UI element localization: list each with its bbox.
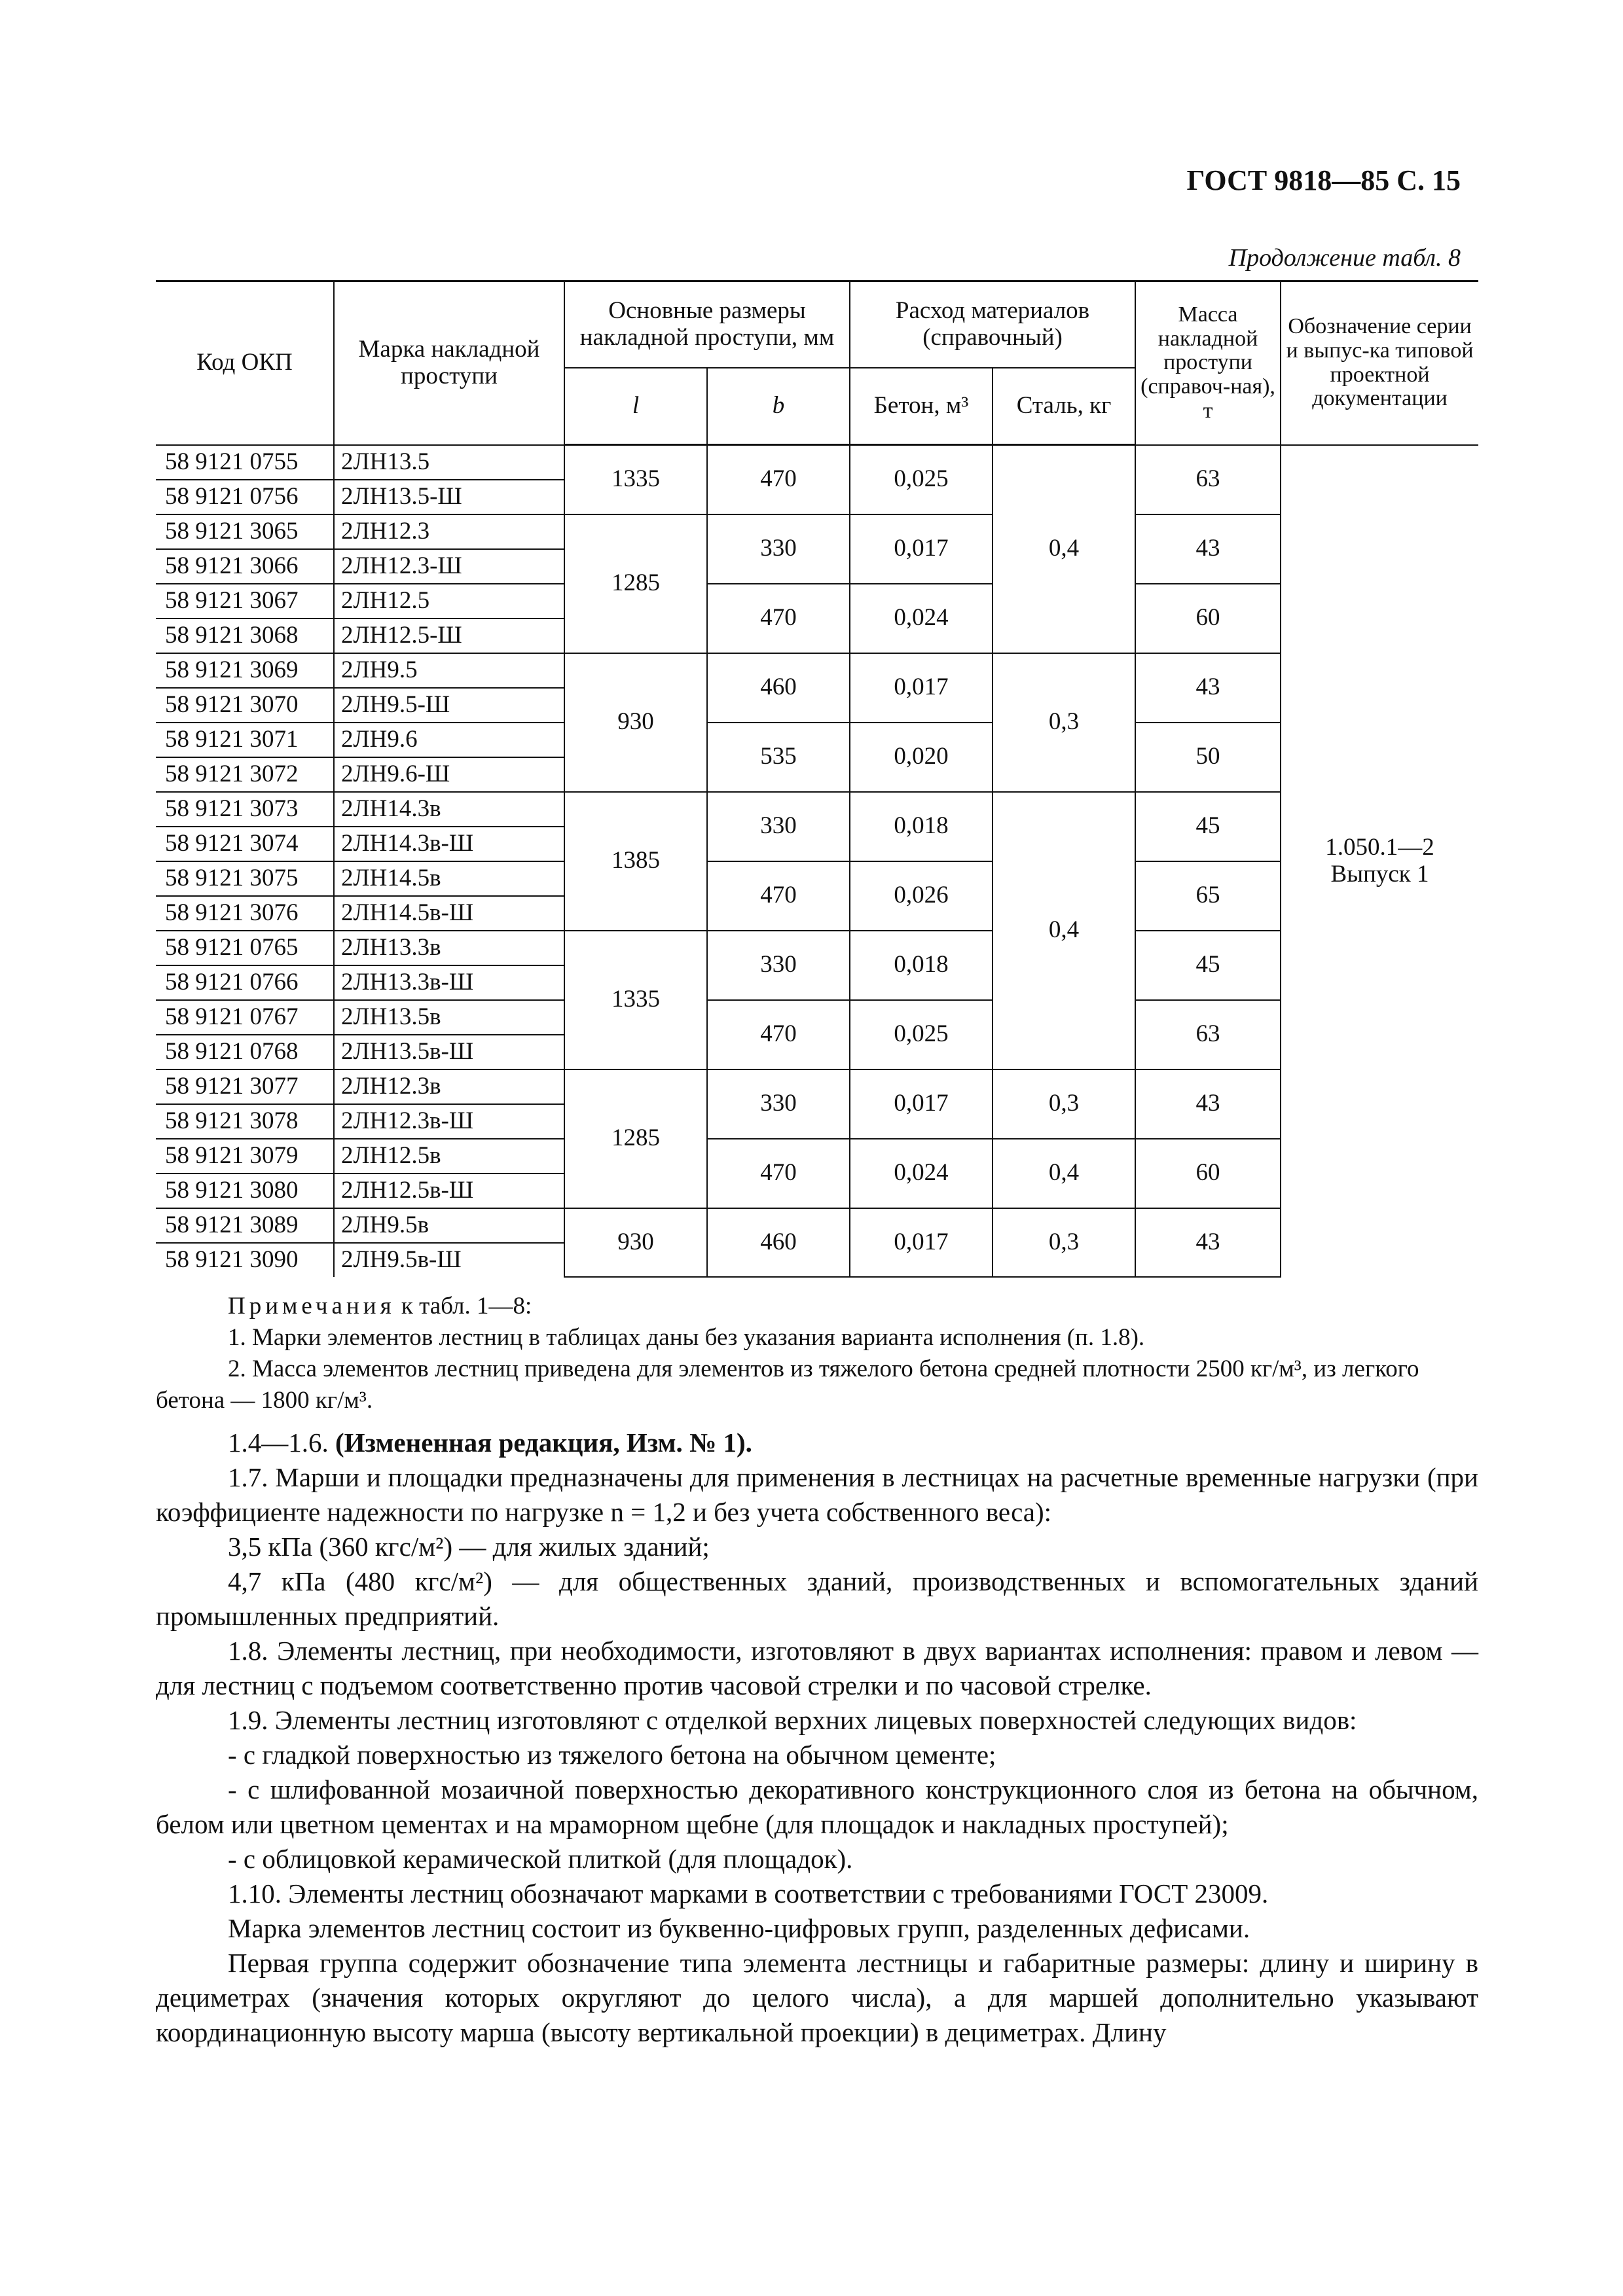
tread-mark: 2ЛН13.5-Ш	[334, 480, 564, 514]
mass-cell: 45	[1135, 792, 1281, 861]
steel-cell: 0,4	[993, 792, 1135, 1069]
tread-mark: 2ЛН12.3в	[334, 1069, 564, 1104]
tread-mark: 2ЛН12.5в	[334, 1139, 564, 1174]
steel-cell: 0,3	[993, 1069, 1135, 1139]
table-row	[156, 653, 1478, 688]
steel-cell: 0,3	[993, 653, 1135, 792]
concrete-cell: 0,017	[850, 1208, 993, 1277]
table-row	[156, 1139, 1478, 1174]
dim-b-cell: 470	[707, 861, 850, 931]
table-row	[156, 584, 1478, 619]
okp-code: 58 9121 3074	[156, 827, 334, 861]
finish-mosaic: - с шлифованной мозаичной поверхностью декоративного конструкционного слоя из бетона на обычном, белом или цветном цементах и на мраморном щебне (для площадок и накладных проступей);	[156, 1774, 1478, 1839]
tread-mark: 2ЛН9.5	[334, 653, 564, 688]
okp-code: 58 9121 0756	[156, 480, 334, 514]
first-group: Первая группа содержит обозначение типа элемента лестницы и габаритные размеры: длину и ширину в дециметрах (значения которых округляют до целого числа), а для маршей дополнительно указывают координационную высоту марша (высоту вертикальной проекции) в дециметрах. Длину	[156, 1948, 1478, 2047]
dim-b-cell: 470	[707, 1139, 850, 1208]
mass-cell: 60	[1135, 584, 1281, 653]
mark-structure: Марка элементов лестниц состоит из буквенно-цифровых групп, разделенных дефисами.	[228, 1913, 1250, 1943]
note-2: 2. Масса элементов лестниц приведена для элементов из тяжелого бетона средней плотности 2500 кг/м³, из легкого бетона — 1800 кг/м³.	[156, 1355, 1419, 1414]
table-notes	[156, 1291, 1478, 1416]
table-row	[156, 723, 1478, 757]
tread-mark: 2ЛН14.3в-Ш	[334, 827, 564, 861]
dim-l-cell: 1285	[564, 1069, 707, 1208]
clause-1-10: 1.10. Элементы лестниц обозначают марками в соответствии с требованиями ГОСТ 23009.	[228, 1878, 1269, 1909]
header-dim-b: b	[707, 368, 850, 445]
header-concrete: Бетон, м³	[850, 368, 993, 445]
okp-code: 58 9121 3065	[156, 514, 334, 549]
table-8	[156, 280, 1478, 1278]
mass-cell: 63	[1135, 1000, 1281, 1069]
tread-mark: 2ЛН9.6-Ш	[334, 757, 564, 792]
dim-b-cell: 460	[707, 653, 850, 723]
dim-l-cell: 1335	[564, 931, 707, 1069]
concrete-cell: 0,018	[850, 931, 993, 1000]
tread-mark: 2ЛН13.3в	[334, 931, 564, 965]
amendment-note: (Измененная редакция, Изм. № 1).	[335, 1427, 752, 1458]
steel-cell: 0,3	[993, 1208, 1135, 1277]
okp-code: 58 9121 3078	[156, 1104, 334, 1139]
concrete-cell: 0,017	[850, 514, 993, 584]
note-1: 1. Марки элементов лестниц в таблицах даны без указания варианта исполнения (п. 1.8).	[228, 1324, 1145, 1351]
table-row	[156, 1000, 1478, 1035]
okp-code: 58 9121 0768	[156, 1035, 334, 1069]
okp-code: 58 9121 3079	[156, 1139, 334, 1174]
series-code: 1.050.1—2	[1325, 833, 1434, 861]
okp-code: 58 9121 3077	[156, 1069, 334, 1104]
tread-mark: 2ЛН14.5в	[334, 861, 564, 896]
header-code: Код ОКП	[156, 281, 334, 445]
dim-b-cell: 330	[707, 792, 850, 861]
dim-b-cell: 460	[707, 1208, 850, 1277]
dim-b-cell: 535	[707, 723, 850, 792]
dim-b-cell: 470	[707, 445, 850, 514]
okp-code: 58 9121 3067	[156, 584, 334, 619]
notes-heading	[156, 1291, 1478, 1322]
concrete-cell: 0,025	[850, 1000, 993, 1069]
table-caption: Продолжение табл. 8	[1228, 244, 1461, 272]
okp-code: 58 9121 3076	[156, 896, 334, 931]
table-row	[156, 861, 1478, 896]
okp-code: 58 9121 3068	[156, 619, 334, 653]
table-row	[156, 1069, 1478, 1104]
okp-code: 58 9121 0767	[156, 1000, 334, 1035]
okp-code: 58 9121 0765	[156, 931, 334, 965]
steel-cell: 0,4	[993, 1139, 1135, 1208]
mass-cell: 60	[1135, 1139, 1281, 1208]
table-row	[156, 1208, 1478, 1243]
okp-code: 58 9121 3071	[156, 723, 334, 757]
tread-mark: 2ЛН13.3в-Ш	[334, 965, 564, 1000]
okp-code: 58 9121 0755	[156, 445, 334, 480]
concrete-cell: 0,018	[850, 792, 993, 861]
okp-code: 58 9121 3070	[156, 688, 334, 723]
okp-code: 58 9121 3069	[156, 653, 334, 688]
clause-1-8: 1.8. Элементы лестниц, при необходимости, изготовляют в двух вариантах исполнения: правом и левом — для лестниц с подъемом соответственно против часовой стрелки и по часовой стрелке.	[156, 1636, 1478, 1700]
okp-code: 58 9121 3080	[156, 1174, 334, 1208]
dim-b-cell: 330	[707, 514, 850, 584]
concrete-cell: 0,024	[850, 1139, 993, 1208]
tread-mark: 2ЛН12.5в-Ш	[334, 1174, 564, 1208]
concrete-cell: 0,017	[850, 653, 993, 723]
notes-title: Примечания	[228, 1293, 395, 1319]
mass-cell: 43	[1135, 653, 1281, 723]
tread-mark: 2ЛН9.5-Ш	[334, 688, 564, 723]
page-header: ГОСТ 9818—85 С. 15	[1186, 164, 1461, 196]
table-row	[156, 792, 1478, 827]
clause-1-7: 1.7. Марши и площадки предназначены для применения в лестницах на расчетные временные нагрузки (при коэффициенте надежности по нагрузке n = 1,2 и без учета собственного веса):	[156, 1462, 1478, 1527]
header-mark: Марка накладной проступи	[334, 281, 564, 445]
dim-l-cell: 930	[564, 653, 707, 792]
load-residential: 3,5 кПа (360 кгс/м²) — для жилых зданий;	[228, 1532, 710, 1562]
mass-cell: 43	[1135, 1069, 1281, 1139]
okp-code: 58 9121 3075	[156, 861, 334, 896]
load-public: 4,7 кПа (480 кгс/м²) — для общественных зданий, производственных и вспомогательных зданий промышленных предприятий.	[156, 1566, 1478, 1631]
tread-mark: 2ЛН12.5	[334, 584, 564, 619]
tread-mark: 2ЛН9.5в-Ш	[334, 1243, 564, 1277]
dim-l-cell: 1335	[564, 445, 707, 514]
concrete-cell: 0,026	[850, 861, 993, 931]
header-dim-l: l	[564, 368, 707, 445]
tread-mark: 2ЛН9.6	[334, 723, 564, 757]
tread-mark: 2ЛН12.3	[334, 514, 564, 549]
okp-code: 58 9121 3066	[156, 549, 334, 584]
table-row	[156, 931, 1478, 965]
document-body	[156, 1426, 1478, 2050]
okp-code: 58 9121 3089	[156, 1208, 334, 1243]
header-materials: Расход материалов (справочный)	[850, 281, 1135, 368]
okp-code: 58 9121 3073	[156, 792, 334, 827]
header-mass: Масса накладной проступи (справоч-ная), т	[1135, 281, 1281, 445]
dim-b-cell: 330	[707, 1069, 850, 1139]
okp-code: 58 9121 0766	[156, 965, 334, 1000]
dim-l-cell: 930	[564, 1208, 707, 1277]
tread-mark: 2ЛН9.5в	[334, 1208, 564, 1243]
header-dimensions: Основные размеры накладной проступи, мм	[564, 281, 850, 368]
dim-b-cell: 330	[707, 931, 850, 1000]
dim-b-cell: 470	[707, 584, 850, 653]
mass-cell: 50	[1135, 723, 1281, 792]
concrete-cell: 0,017	[850, 1069, 993, 1139]
okp-code: 58 9121 3072	[156, 757, 334, 792]
table-row	[156, 514, 1478, 549]
mass-cell: 45	[1135, 931, 1281, 1000]
mass-cell: 65	[1135, 861, 1281, 931]
mass-cell: 43	[1135, 1208, 1281, 1277]
header-series: Обозначение серии и выпус-ка типовой проектной документации	[1281, 281, 1478, 445]
series-issue: Выпуск 1	[1330, 860, 1429, 888]
okp-code: 58 9121 3090	[156, 1243, 334, 1277]
dim-b-cell: 470	[707, 1000, 850, 1069]
header-steel: Сталь, кг	[993, 368, 1135, 445]
concrete-cell: 0,025	[850, 445, 993, 514]
mass-cell: 63	[1135, 445, 1281, 514]
mass-cell: 43	[1135, 514, 1281, 584]
dim-l-cell: 1285	[564, 514, 707, 653]
table-row	[156, 445, 1478, 480]
tread-mark: 2ЛН13.5в-Ш	[334, 1035, 564, 1069]
finish-smooth: - с гладкой поверхностью из тяжелого бетона на обычном цементе;	[228, 1740, 996, 1770]
tread-mark: 2ЛН13.5	[334, 445, 564, 480]
tread-mark: 2ЛН14.5в-Ш	[334, 896, 564, 931]
clause-1-9: 1.9. Элементы лестниц изготовляют с отделкой верхних лицевых поверхностей следующих видов:	[228, 1705, 1357, 1735]
tread-mark: 2ЛН12.3в-Ш	[334, 1104, 564, 1139]
clause-number: 1.4—1.6.	[228, 1427, 335, 1458]
concrete-cell: 0,024	[850, 584, 993, 653]
steel-cell: 0,4	[993, 445, 1135, 653]
tread-mark: 2ЛН13.5в	[334, 1000, 564, 1035]
notes-title-suffix: к табл. 1—8:	[395, 1293, 532, 1319]
finish-ceramic: - с облицовкой керамической плиткой (для площадок).	[228, 1844, 853, 1874]
concrete-cell: 0,020	[850, 723, 993, 792]
tread-mark: 2ЛН12.5-Ш	[334, 619, 564, 653]
tread-mark: 2ЛН12.3-Ш	[334, 549, 564, 584]
series-cell	[1281, 445, 1478, 1277]
tread-mark: 2ЛН14.3в	[334, 792, 564, 827]
dim-l-cell: 1385	[564, 792, 707, 931]
clause-1-4	[156, 1426, 1478, 1460]
